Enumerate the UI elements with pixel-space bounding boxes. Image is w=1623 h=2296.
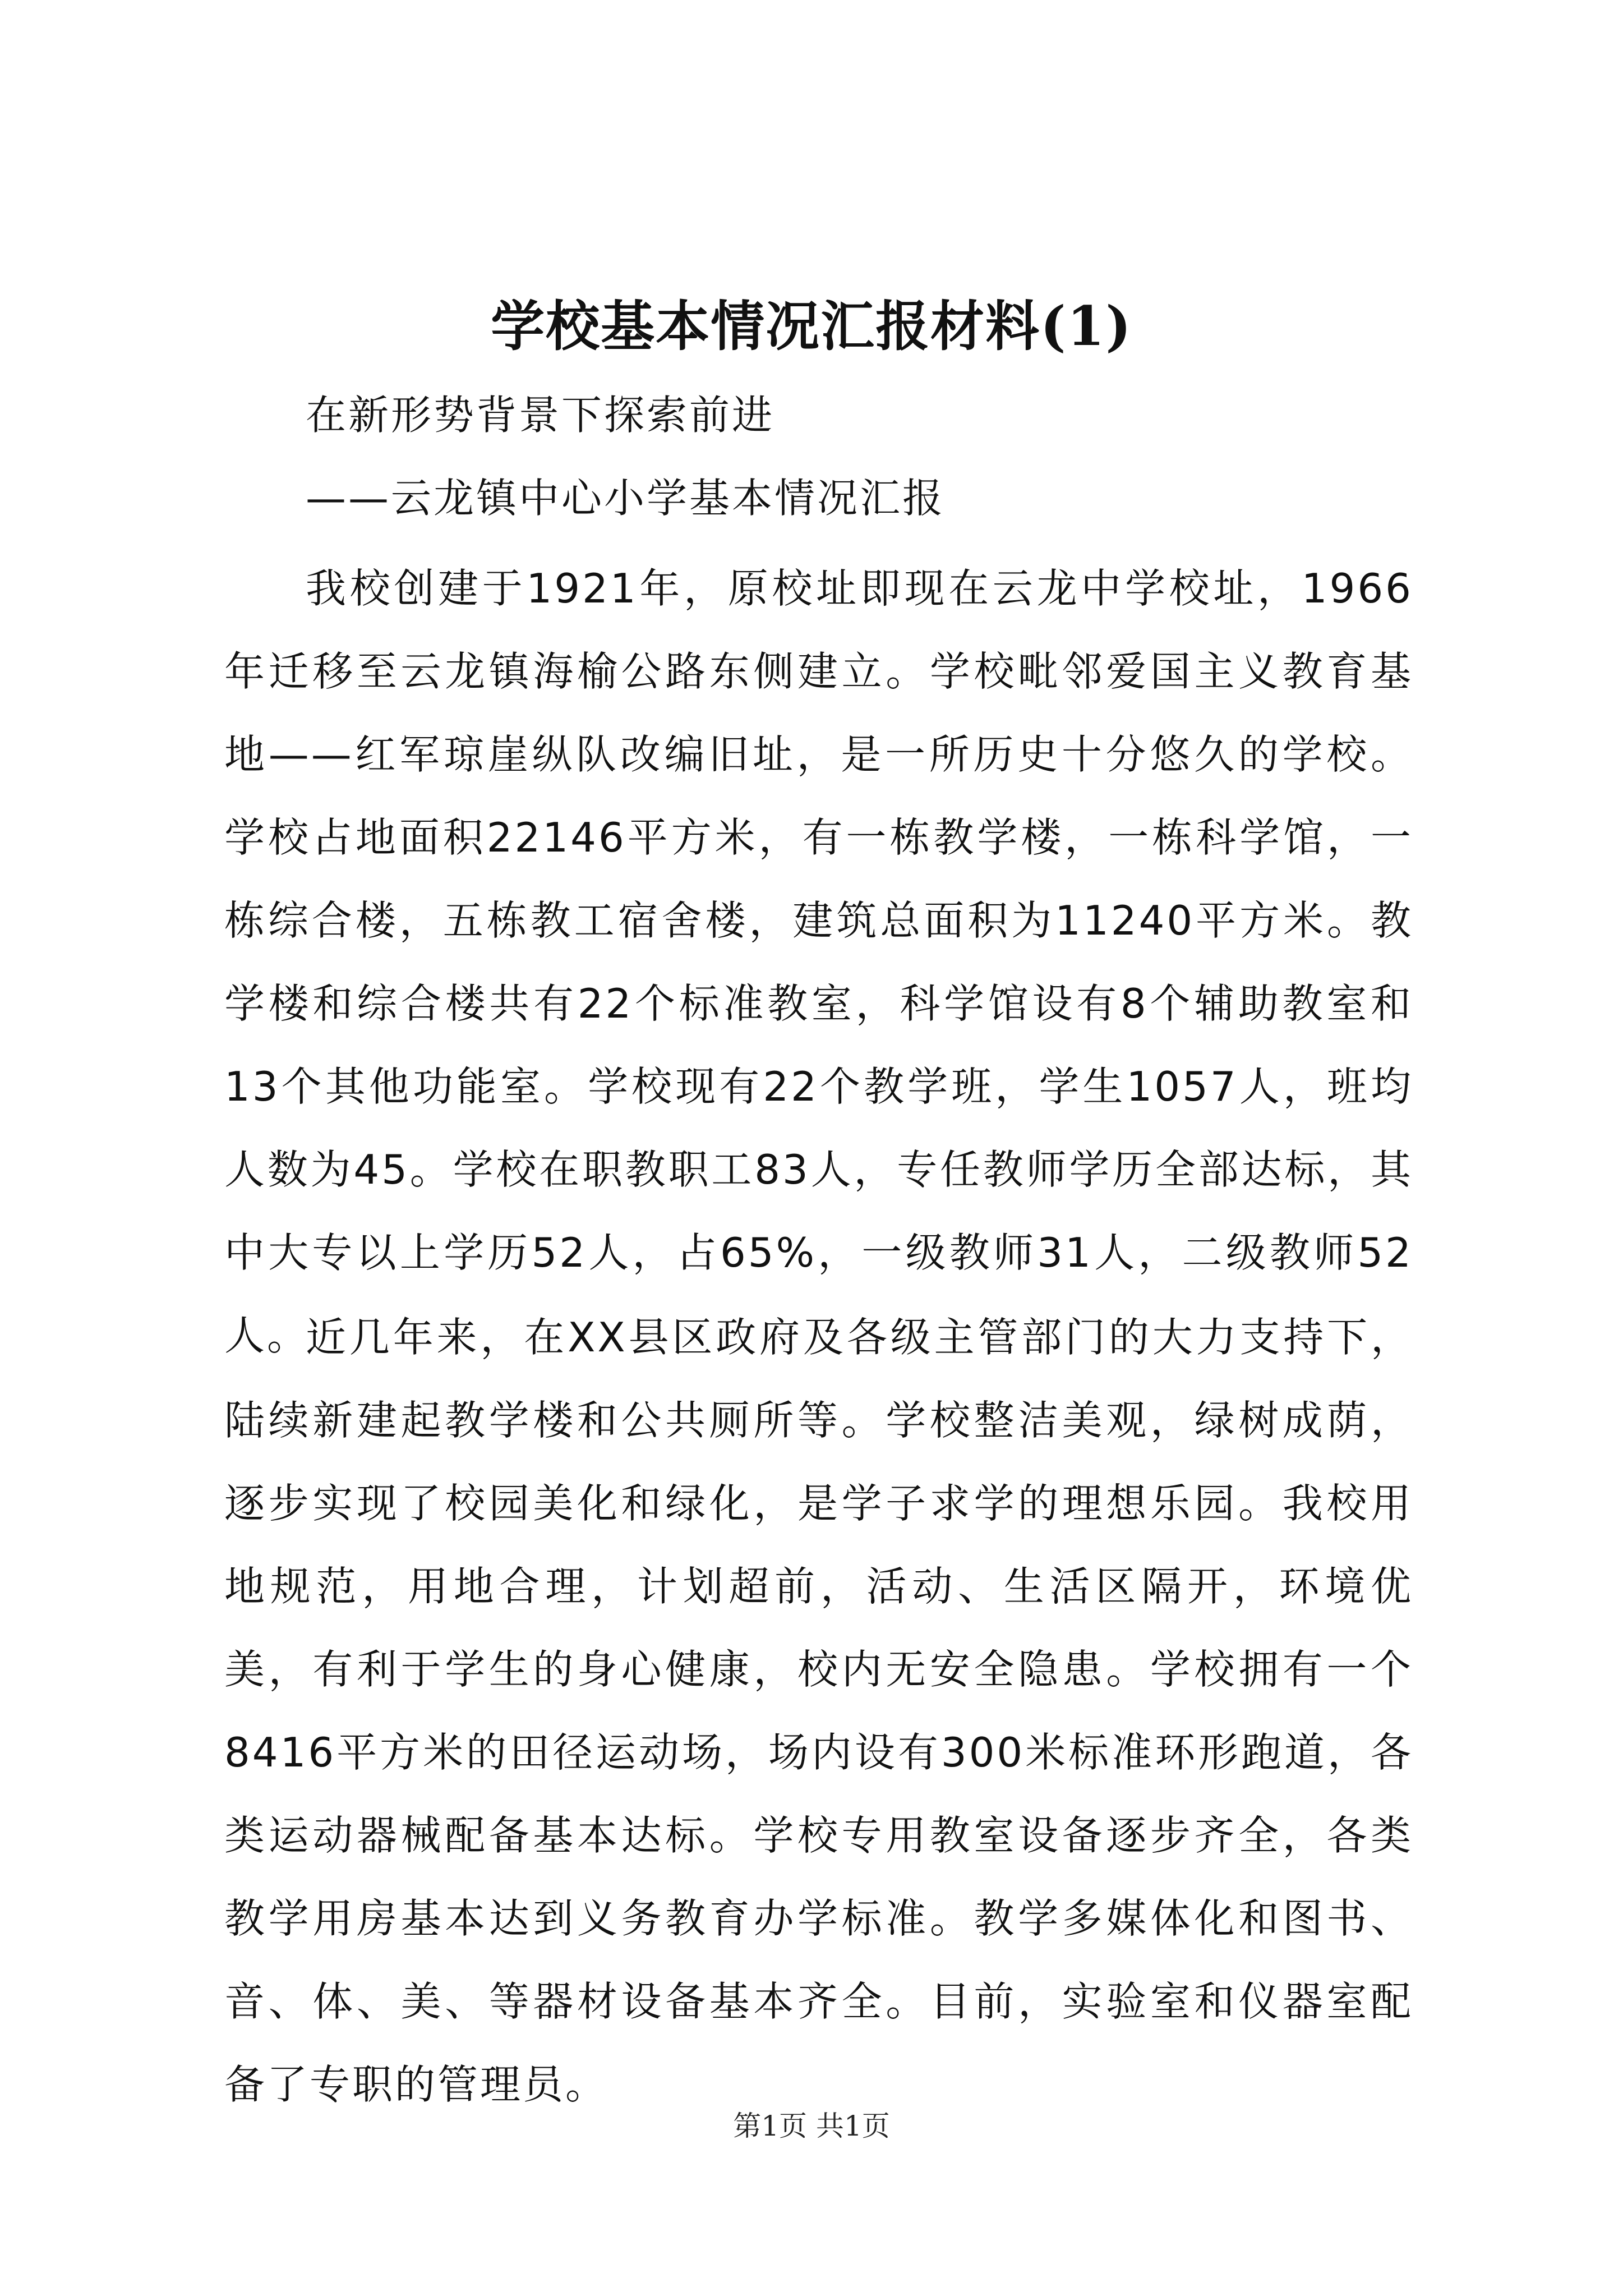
body-paragraph-2: 近几年来，在XX县区政府及各级主管部门的大力支持下，陆续新建起教学楼和公共厕所等。学校整洁美观，绿树成荫，逐步实现了校园美化和绿化，是学子求学的理想乐园。我校用地规范，用地合理，计划超前，活动、生活区隔开，环境优美，有利于学生的身心健康，校内无安全隐患。学校拥有一个8416平方米的田径运动场，场内设有300米标准环形跑道，各类运动器械配备基本达标。学校专用教室设备逐步齐全，各类教学用房基本达到义务教育办学标准。教学多媒体化和图书、音、体、美、等器材设备基本齐全。目前，实验室和仪器室配备了专职的管理员。: [224, 1314, 1413, 2108]
subtitle-line-2: ——云龙镇中心小学基本情况汇报: [306, 475, 946, 522]
subtitle-line-1: 在新形势背景下探索前进: [306, 392, 775, 439]
page-footer: 第1页 共1页: [733, 2110, 890, 2142]
body-paragraph-1: 我校创建于1921年，原校址即现在云龙中学校址，1966年迁移至云龙镇海榆公路东侧建立。学校毗邻爱国主义教育基地——红军琼崖纵队改编旧址，是一所历史十分悠久的学校。学校占地面积22146平方米，有一栋教学楼，一栋科学馆，一栋综合楼，五栋教工宿舍楼，建筑总面积为11240平方米。教学楼和综合楼共有22个标准教室，科学馆设有8个辅助教室和13个其他功能室。学校现有22个教学班，学生1057人，班均人数为45。学校在职教职工83人，专任教师学历全部达标，其中大专以上学历52人，占65%，一级教师31人，二级教师52人。: [224, 565, 1413, 1359]
document-title: 学校基本情况汇报材料(1): [491, 295, 1132, 358]
